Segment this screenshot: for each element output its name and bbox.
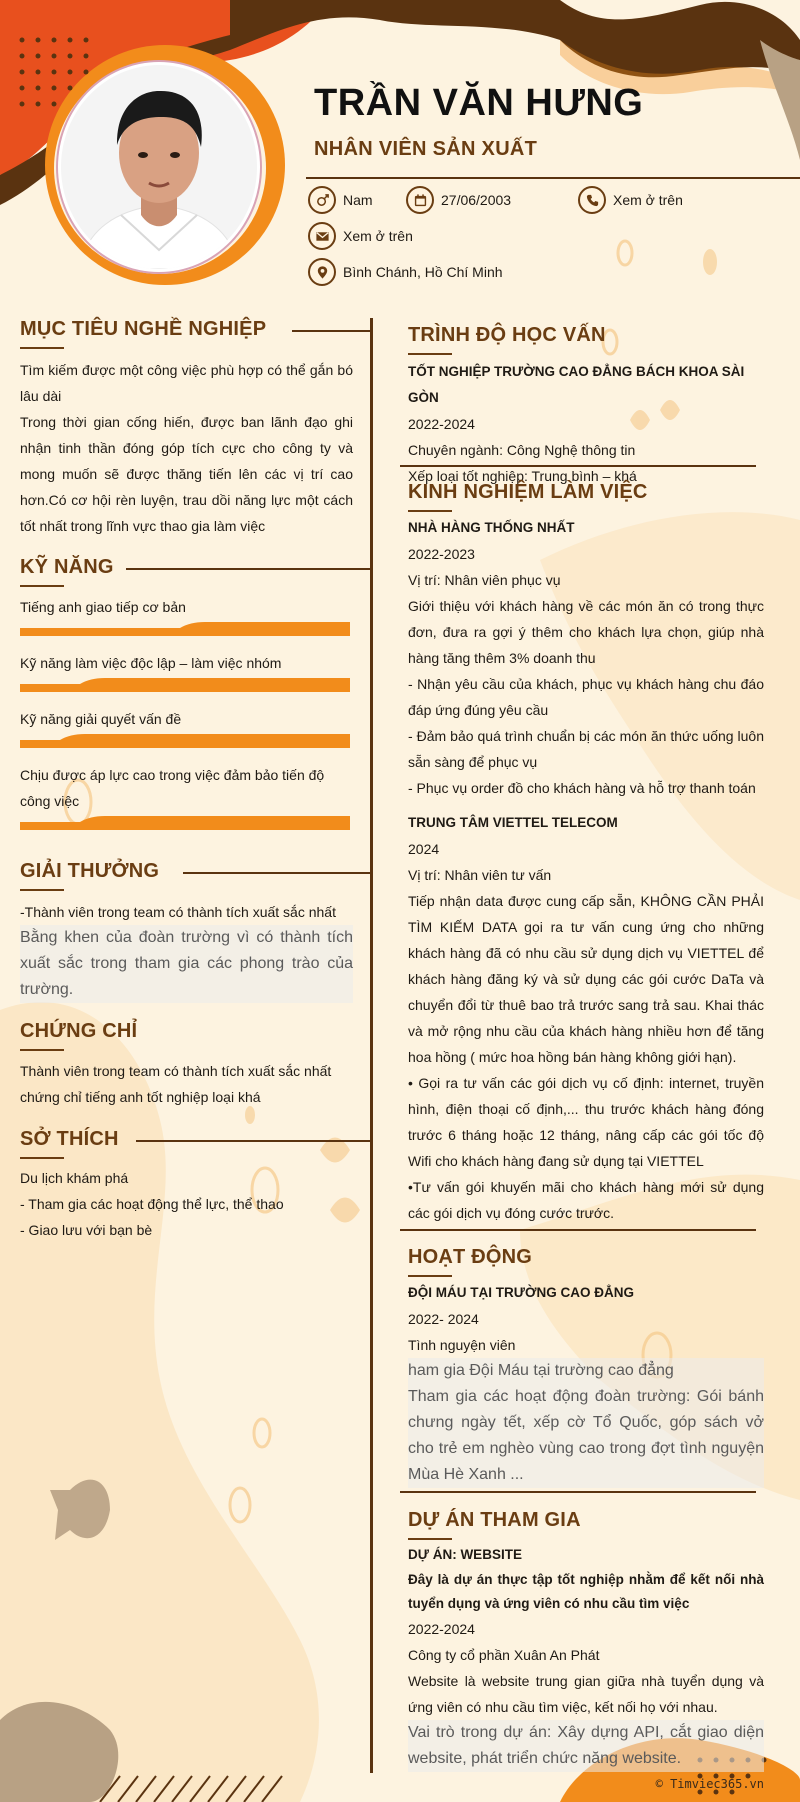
hobbies-rule [136, 1140, 370, 1142]
location-pin-icon [308, 258, 336, 286]
activities-rule [400, 1491, 756, 1493]
objective-text: Tìm kiếm được một công việc phù hợp có thể gắn bó lâu dài Trong thời gian cống hiến, được ban lãnh đạo ghi nhận tinh thần đóng góp tích cực cho công ty và mong muốn sẽ được thăng tiến lên các vị trí cao hơn.Có cơ hội rèn luyện, trau dồi năng lực một cách tốt nhất trong lĩnh vực thao gia làm việc [20, 362, 353, 534]
experience-job-2: TRUNG TÂM VIETTEL TELECOM 2024 Vị trí: Nhân viên tư vấn Tiếp nhận data được cung cấp sẵn, KHÔNG CẦN PHẢI TÌM KIẾM DATA gọi ra tư vấn cung ứng cho những khách hàng đã có nhu cầu sử dụng dịch vụ VIETTEL để khách hàng đăng ký và sử dụng các gói cước DaTa và chuyển đổi từ thuê bao trả trước sang trả sau. Khai thác và mở rộng nhu cầu của khách hàng nhiều hơn để tăng hoa hồng ( mức hoa hồng bán hàng không giới hạn). • Gọi ra tư vấn các gói dịch vụ cố định: internet, truyền hình, điện thoại cố định,... thu trước khách hàng đóng trước 6 tháng hoặc 12 tháng, nâng cấp các gói tốc độ Wifi cho khách hàng đang sử dụng tại VIETTEL •Tư vấn gói khuyến mãi cho khách hàng mới sử dụng các gói dịch vụ đóng cước trước. [408, 815, 764, 1221]
activities-title: HOẠT ĐỘNG [408, 1246, 532, 1269]
skills-title: KỸ NĂNG [20, 556, 114, 579]
gender-icon [308, 186, 336, 214]
skill-bar [20, 622, 350, 636]
objective-title: MỤC TIÊU NGHỀ NGHIỆP [20, 318, 266, 341]
projects-title: DỰ ÁN THAM GIA [408, 1509, 581, 1532]
email-icon [308, 222, 336, 250]
education-title: TRÌNH ĐỘ HỌC VẤN [408, 324, 606, 347]
phone-info [578, 186, 683, 214]
skill-name: Chịu được áp lực cao trong việc đảm bảo tiến độ công việc [20, 767, 325, 809]
job-title: NHÂN VIÊN SẢN XUẤT [314, 138, 538, 160]
education-rule [400, 465, 756, 467]
experience-title: KINH NGHIỆM LÀM VIỆC [408, 481, 648, 504]
skill-name: Kỹ năng giải quyết vấn đề [20, 711, 182, 727]
experience-job-1: NHÀ HÀNG THỐNG NHẤT 2022-2023 Vị trí: Nhân viên phục vụ Giới thiệu với khách hàng về các món ăn có trong thực đơn, đưa ra gợi ý thêm cho khách lựa chọn, giúp nhà hàng tăng thêm 3% doanh thu - Nhận yêu cầu của khách, phục vụ khách hàng chu đáo đáp ứng đúng yêu cầu - Đảm bảo quá trình chuẩn bị các món ăn thức uống luôn sẵn sàng để phục vụ - Phục vụ order đồ cho khách hàng và hỗ trợ thanh toán [408, 520, 764, 796]
certificates-title: CHỨNG CHỈ [20, 1020, 137, 1043]
awards-text: -Thành viên trong team có thành tích xuất sắc nhất Bằng khen của đoàn trường vì có thành tích xuất sắc trong tham gia các phong trào của trường. [20, 899, 353, 1003]
skill-bar [20, 816, 350, 830]
phone-value: Xem ở trên [613, 192, 683, 208]
avatar [58, 62, 260, 272]
calendar-icon [406, 186, 434, 214]
activities-text: ĐỘI MÁU TẠI TRƯỜNG CAO ĐẲNG 2022- 2024 Tình nguyện viên ham gia Đội Máu tại trường cao đẳng Tham gia các hoạt động đoàn trường: Gói bánh chưng ngày tết, xếp cờ Tổ Quốc, góp sách vở cho trẻ em nghèo vùng cao trong đợt tình nguyện Mùa Hè Xanh ... [408, 1280, 764, 1488]
candidate-name: TRẦN VĂN HƯNG [314, 82, 644, 124]
skills-rule [126, 568, 370, 570]
email-value: Xem ở trên [343, 228, 413, 244]
phone-icon [578, 186, 606, 214]
column-divider [370, 318, 373, 1773]
hobbies-text: Du lịch khám phá - Tham gia các hoạt động thể lực, thể thao - Giao lưu với bạn bè [20, 1170, 284, 1238]
birthday-value: 27/06/2003 [441, 192, 512, 208]
awards-title: GIẢI THƯỞNG [20, 860, 159, 883]
skill-bar [20, 734, 350, 748]
address-info [308, 258, 503, 286]
projects-text: DỰ ÁN: WEBSITE Đây là dự án thực tập tốt nghiệp nhằm để kết nối nhà tuyển dụng và ứng viên có nhu cầu tìm việc 2022-2024 Công ty cổ phần Xuân An Phát Website là website trung gian giữa nhà tuyển dụng và ứng viên có nhu cầu tìm việc, kết nối họ với nhau. Vai trò trong dự án: Xây dựng API, cắt giao diện website, phát triển chức năng website. [408, 1542, 764, 1772]
objective-rule [292, 330, 370, 332]
gender-value: Nam [343, 192, 373, 208]
email-info [308, 222, 413, 250]
skill-name: Tiếng anh giao tiếp cơ bản [20, 599, 186, 615]
gender-info [308, 186, 373, 214]
certificates-text: Thành viên trong team có thành tích xuất sắc nhất chứng chỉ tiếng anh tốt nghiệp loại khá [20, 1063, 332, 1105]
hobbies-title: SỞ THÍCH [20, 1128, 119, 1151]
footer-watermark: © Timviec365.vn [655, 1777, 764, 1791]
skill-bar [20, 678, 350, 692]
address-value: Bình Chánh, Hồ Chí Minh [343, 264, 503, 280]
education-text: TỐT NGHIỆP TRƯỜNG CAO ĐẲNG BÁCH KHOA SÀI GÒN 2022-2024 Chuyên ngành: Công Nghệ thông tin Xếp loại tốt nghiệp: Trung bình – khá [408, 364, 745, 484]
birthday-info [406, 186, 511, 214]
awards-rule [183, 872, 370, 874]
experience-rule [400, 1229, 756, 1231]
header-divider [306, 177, 800, 179]
skill-name: Kỹ năng làm việc độc lập – làm việc nhóm [20, 655, 282, 671]
